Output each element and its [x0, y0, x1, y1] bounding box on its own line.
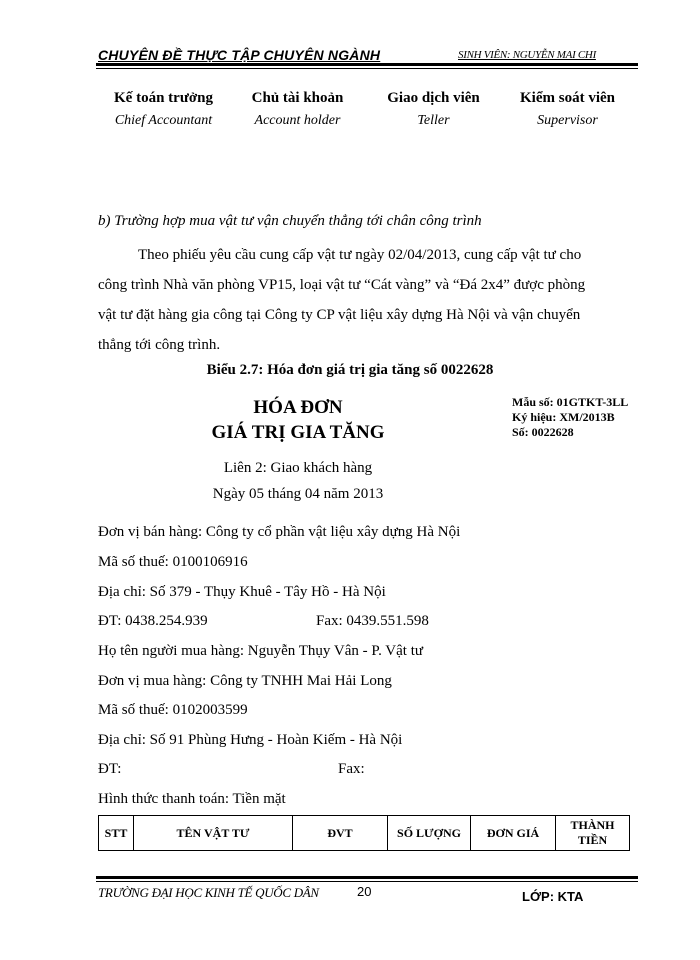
invoice-copy-date	[178, 455, 418, 507]
footer-university: TRƯỜNG ĐẠI HỌC KINH TẾ QUỐC DÂN	[98, 885, 319, 900]
section-heading: b) Trường hợp mua vật tư vận chuyển thẳng tới chân công trình	[98, 213, 482, 229]
header-rule-thin	[96, 68, 638, 69]
signature-title: Giao dịch viên	[387, 90, 480, 106]
table-header-row	[99, 816, 630, 851]
buyer-name: Họ tên người mua hàng: Nguyễn Thụy Vân - P. Vật tư	[98, 643, 423, 659]
col-unit-price: ĐƠN GIÁ	[471, 816, 556, 851]
paragraph-line: thẳng tới công trình.	[98, 337, 221, 353]
invoice-date: Ngày 05 tháng 04 năm 2013	[212, 486, 384, 502]
paragraph-line: vật tư đặt hàng gia công tại Công ty CP vật liệu xây dựng Hà Nội và vận chuyển	[98, 307, 581, 323]
signature-subtitle: Teller	[417, 113, 450, 128]
items-table	[98, 815, 630, 851]
seller-address: Địa chỉ: Số 379 - Thụy Khuê - Tây Hồ - Hà Nội	[98, 584, 386, 600]
invoice-title-line2: GIÁ TRỊ GIA TĂNG	[211, 422, 385, 443]
invoice-title	[178, 395, 418, 445]
signature-title: Chủ tài khoản	[251, 90, 344, 106]
signature-teller	[366, 90, 501, 129]
buyer-tax-code: Mã số thuế: 0102003599	[98, 702, 248, 718]
invoice-symbol: Ký hiệu: XM/2013B	[512, 410, 615, 424]
invoice-form-no: Mẫu số: 01GTKT-3LL	[512, 395, 629, 409]
col-stt: STT	[99, 816, 134, 851]
signature-supervisor	[500, 90, 635, 129]
seller-fax: Fax: 0439.551.598	[316, 613, 429, 629]
invoice-meta	[512, 395, 628, 440]
body-paragraph	[98, 240, 620, 360]
invoice-number: Số: 0022628	[512, 425, 574, 439]
signature-subtitle: Account holder	[254, 113, 341, 128]
header-rule-thick	[96, 63, 638, 66]
footer-rule-thick	[96, 876, 638, 879]
paragraph-line: công trình Nhà văn phòng VP15, loại vật tư “Cát vàng” và “Đá 2x4” được phòng	[98, 277, 586, 293]
header-student: SINH VIÊN: NGUYỄN MAI CHI	[458, 49, 596, 61]
col-quantity: SỐ LƯỢNG	[388, 816, 471, 851]
buyer-address: Địa chỉ: Số 91 Phùng Hưng - Hoàn Kiếm - Hà Nội	[98, 732, 403, 748]
footer-rule-thin	[96, 881, 638, 882]
buyer-phone: ĐT:	[98, 761, 122, 777]
col-amount: THÀNH TIỀN	[556, 816, 630, 851]
seller-tax-code: Mã số thuế: 0100106916	[98, 554, 248, 570]
header-title: CHUYÊN ĐỀ THỰC TẬP CHUYÊN NGÀNH	[98, 47, 381, 63]
payment-method: Hình thức thanh toán: Tiền mặt	[98, 791, 286, 807]
seller-phone: ĐT: 0438.254.939	[98, 613, 208, 629]
invoice-copy: Liên 2: Giao khách hàng	[223, 460, 373, 476]
signature-title: Kiểm soát viên	[520, 90, 615, 106]
figure-caption: Biểu 2.7: Hóa đơn giá trị gia tăng số 0022628	[206, 362, 494, 378]
col-unit: ĐVT	[293, 816, 388, 851]
signature-subtitle: Supervisor	[537, 113, 598, 128]
signature-chief-accountant	[96, 90, 231, 129]
signature-subtitle: Chief Accountant	[114, 113, 213, 128]
seller-unit: Đơn vị bán hàng: Công ty cổ phần vật liệu xây dựng Hà Nội	[98, 524, 461, 540]
invoice-title-line1: HÓA ĐƠN	[253, 397, 343, 418]
page-number: 20	[357, 884, 372, 899]
signature-account-holder	[230, 90, 365, 129]
signature-title: Kế toán trưởng	[114, 90, 213, 106]
buyer-unit: Đơn vị mua hàng: Công ty TNHH Mai Hải Long	[98, 673, 392, 689]
col-item-name: TÊN VẬT TƯ	[134, 816, 293, 851]
footer-class: LỚP: KTA	[522, 889, 584, 904]
buyer-fax: Fax:	[338, 761, 365, 777]
paragraph-line: Theo phiếu yêu cầu cung cấp vật tư ngày 02/04/2013, cung cấp vật tư cho	[138, 247, 582, 263]
